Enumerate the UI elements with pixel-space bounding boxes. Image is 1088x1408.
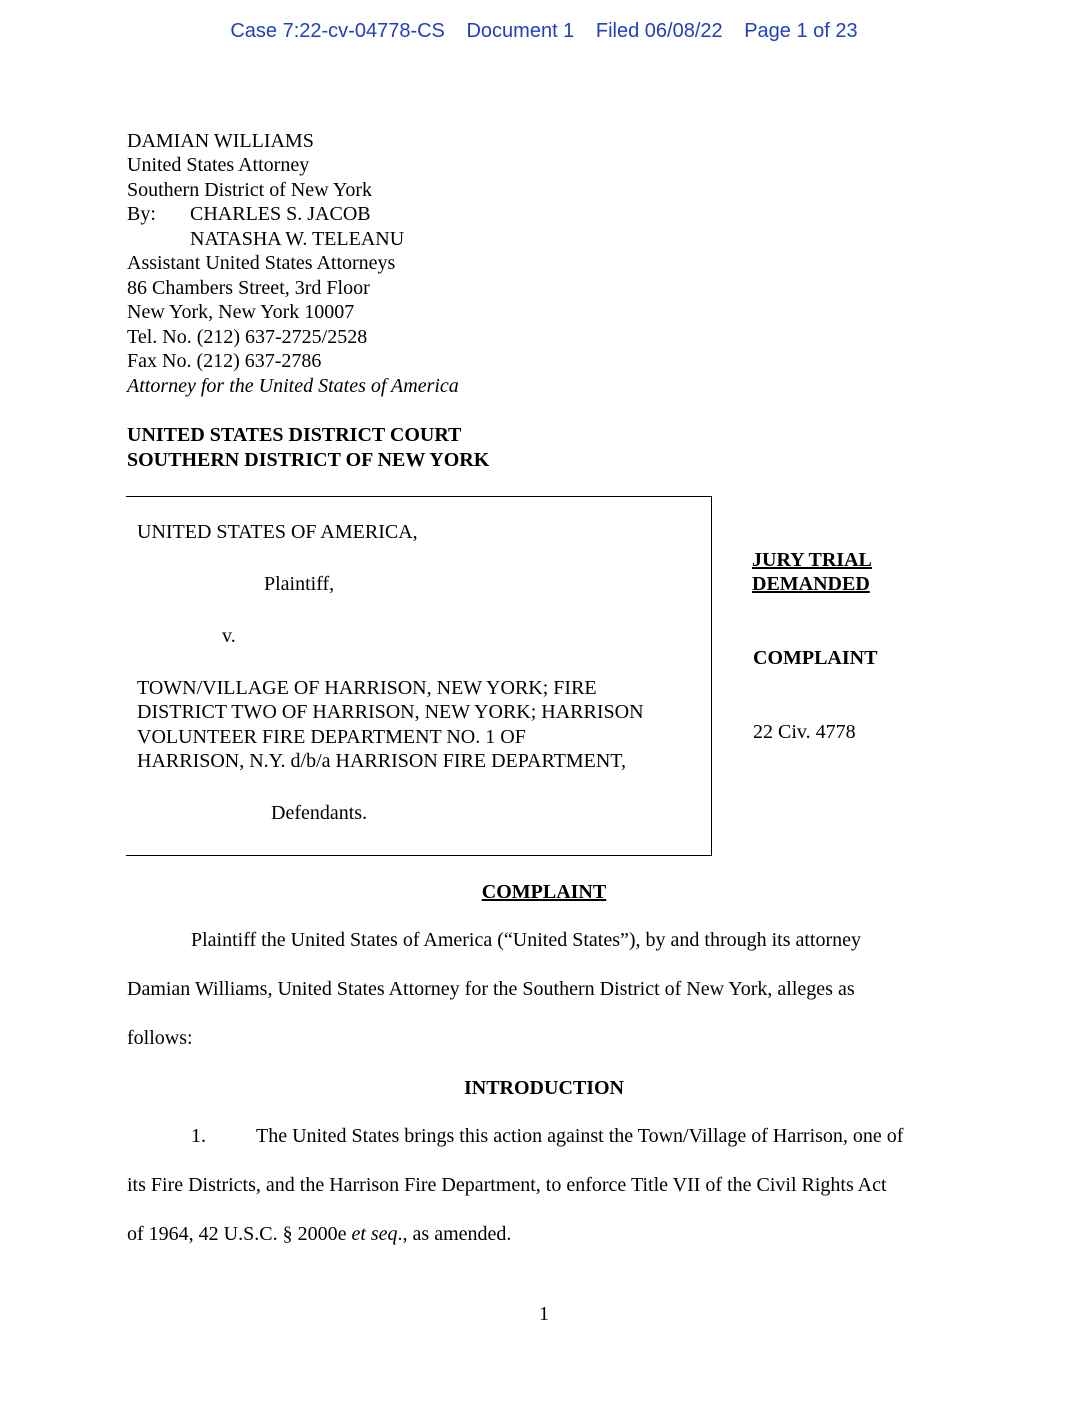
- filed-date: Filed 06/08/22: [595, 20, 723, 42]
- document-number: Document 1: [466, 20, 575, 42]
- assistant-name-2: NATASHA W. TELEANU: [190, 228, 405, 250]
- plaintiff-label: Plaintiff,: [264, 573, 335, 595]
- attorney-district: Southern District of New York: [127, 179, 372, 201]
- defendants-line-3: VOLUNTEER FIRE DEPARTMENT NO. 1 OF: [137, 726, 526, 748]
- intro-line-3: follows:: [127, 1027, 193, 1049]
- ecf-header: [0, 20, 1088, 43]
- court-name: UNITED STATES DISTRICT COURT: [127, 424, 462, 446]
- attorney-title: United States Attorney: [127, 154, 310, 176]
- defendants-line-2: DISTRICT TWO OF HARRISON, NEW YORK; HARRISON: [137, 701, 644, 723]
- assistant-name-1: CHARLES S. JACOB: [190, 203, 371, 225]
- defendants-label: Defendants.: [271, 802, 368, 824]
- by-label: By:: [127, 203, 156, 225]
- para-1-number: 1.: [191, 1125, 206, 1147]
- defendants-line-4: HARRISON, N.Y. d/b/a HARRISON FIRE DEPARTMENT,: [137, 750, 627, 772]
- civil-number: 22 Civ. 4778: [753, 721, 856, 743]
- plaintiff-name: UNITED STATES OF AMERICA,: [137, 521, 418, 543]
- para-1-line-1: The United States brings this action against the Town/Village of Harrison, one of: [256, 1125, 904, 1147]
- document-title: COMPLAINT: [481, 881, 607, 903]
- para-1-line-3: [127, 1223, 511, 1246]
- section-heading: INTRODUCTION: [463, 1077, 625, 1099]
- jury-trial-line-1: JURY TRIAL: [752, 549, 872, 571]
- para-1-line-3-post: ., as amended.: [397, 1223, 512, 1245]
- page-number: 1: [539, 1303, 549, 1325]
- side-complaint-label: COMPLAINT: [753, 647, 878, 669]
- para-1-line-3-pre: of 1964, 42 U.S.C. § 2000e: [127, 1223, 352, 1245]
- case-number: Case 7:22-cv-04778-CS: [230, 20, 445, 42]
- attorney-name: DAMIAN WILLIAMS: [127, 130, 314, 152]
- para-1-et-seq: et seq: [351, 1223, 398, 1245]
- address-line-2: New York, New York 10007: [127, 301, 355, 323]
- telephone: Tel. No. (212) 637-2725/2528: [127, 326, 368, 348]
- address-line-1: 86 Chambers Street, 3rd Floor: [127, 277, 370, 299]
- fax: Fax No. (212) 637-2786: [127, 350, 322, 372]
- defendants-line-1: TOWN/VILLAGE OF HARRISON, NEW YORK; FIRE: [137, 677, 597, 699]
- versus: v.: [222, 625, 236, 647]
- attorney-for: Attorney for the United States of America: [127, 375, 459, 397]
- intro-line-1: Plaintiff the United States of America (“United States”), by and through its attorney: [191, 929, 862, 951]
- page-indicator: Page 1 of 23: [744, 20, 858, 42]
- court-district: SOUTHERN DISTRICT OF NEW YORK: [127, 449, 490, 471]
- intro-line-2: Damian Williams, United States Attorney for the Southern District of New York, alleges as: [127, 978, 855, 1000]
- assistant-title: Assistant United States Attorneys: [127, 252, 396, 274]
- jury-trial-line-2: DEMANDED: [752, 573, 870, 595]
- para-1-line-2: its Fire Districts, and the Harrison Fire Department, to enforce Title VII of the Civil Rights Act: [127, 1174, 887, 1196]
